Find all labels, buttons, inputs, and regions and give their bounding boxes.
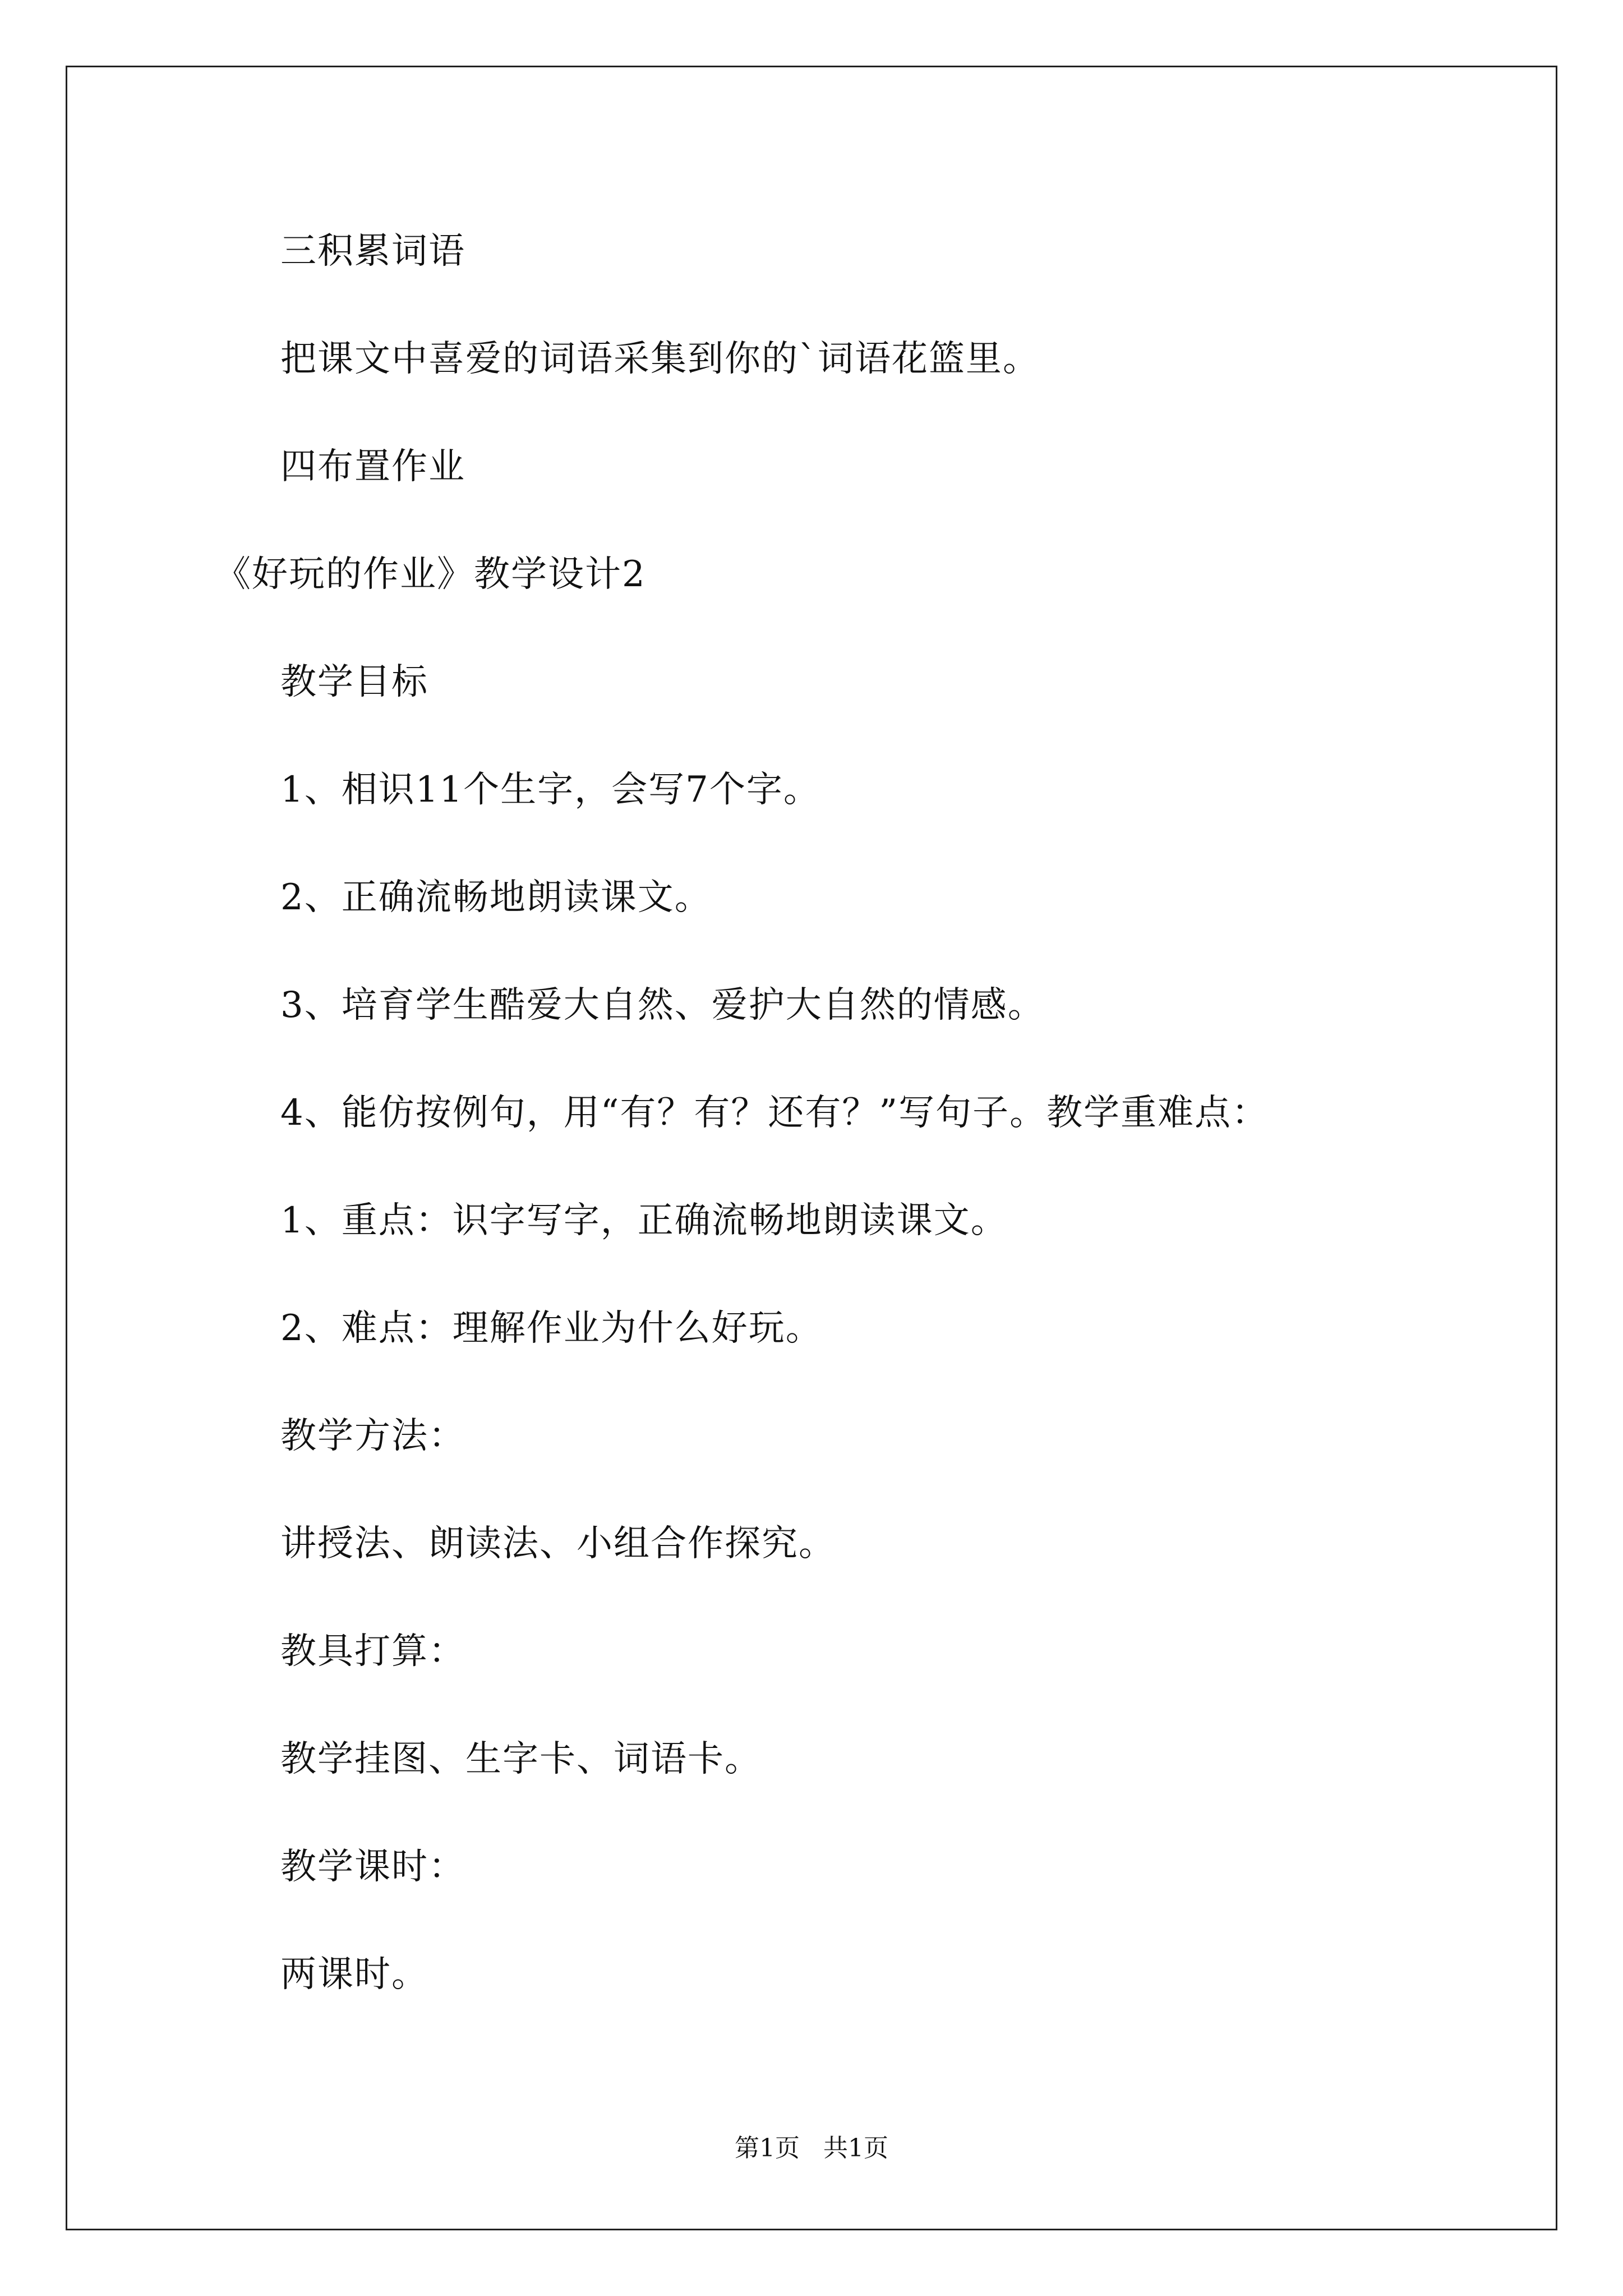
text-line: 教学目标 — [280, 661, 428, 703]
page-frame — [66, 66, 1557, 2230]
text-line: 教学方法： — [280, 1415, 465, 1457]
text-line: 4、能仿按例句，用“有？有？还有？”写句子。教学重难点： — [280, 1092, 1269, 1134]
text-line: 讲授法、朗读法、小组合作探究。 — [280, 1523, 836, 1565]
text-line: 1、重点：识字写字，正确流畅地朗读课文。 — [280, 1200, 1008, 1241]
text-line: 1、相识11个生字，会写7个字。 — [280, 769, 820, 811]
text-line: 教具打算： — [280, 1631, 465, 1672]
text-line: 教学课时： — [280, 1846, 465, 1888]
text-line: 2、正确流畅地朗读课文。 — [280, 877, 712, 918]
text-line: 2、难点：理解作业为什么好玩。 — [280, 1308, 823, 1349]
text-line: 两课时。 — [280, 1954, 428, 1995]
text-line: 3、培育学生酷爱大自然、爱护大自然的情感。 — [280, 984, 1045, 1026]
section-heading: 《好玩的作业》教学设计2 — [215, 554, 646, 595]
text-line: 四布置作业 — [280, 446, 465, 487]
text-line: 教学挂图、生字卡、词语卡。 — [280, 1738, 762, 1780]
text-line: 把课文中喜爱的词语采集到你的`词语花篮里。 — [280, 338, 1040, 380]
text-line: 三积累词语 — [280, 231, 465, 272]
page-footer: 第1页 共1页 — [735, 2134, 888, 2162]
